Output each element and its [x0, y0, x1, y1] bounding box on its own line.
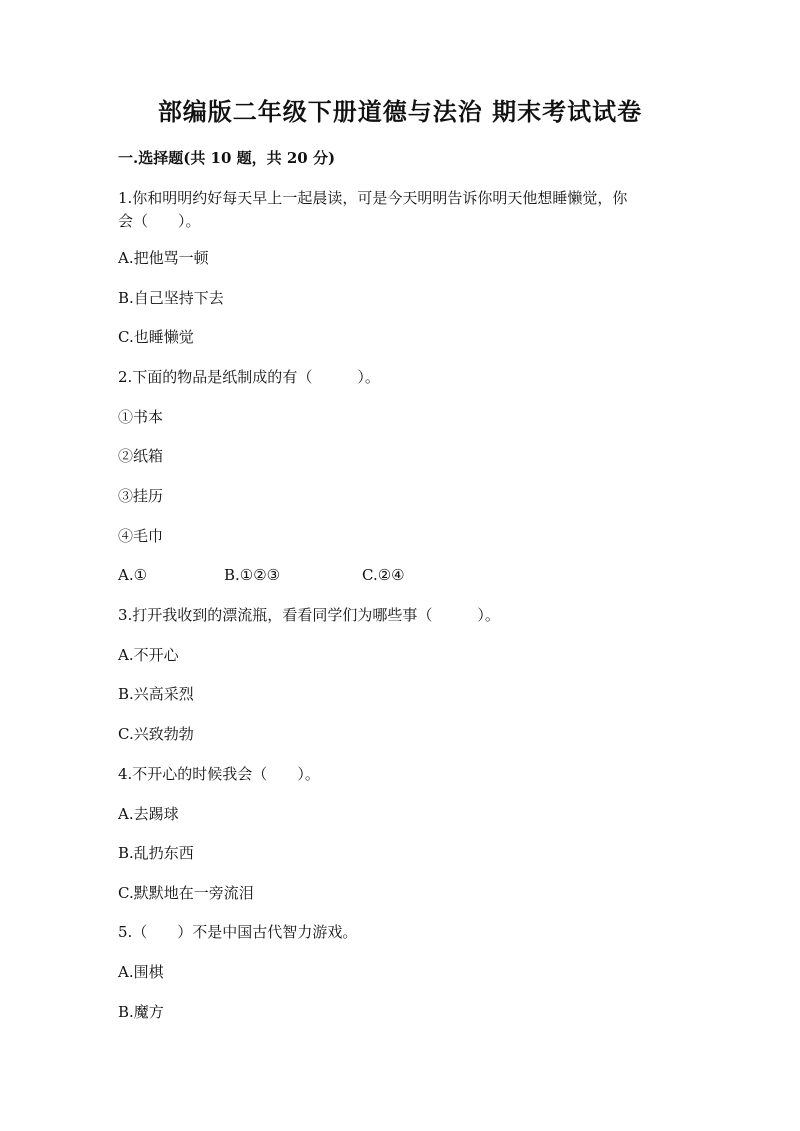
- question-4-option-a: A.去踢球: [118, 805, 179, 823]
- question-3-option-a: A.不开心: [118, 646, 179, 664]
- question-1-stem-line-1: 1.你和明明约好每天早上一起晨读，可是今天明明告诉你明天他想睡懒觉，你: [118, 189, 628, 207]
- question-2-item-4: ④毛巾: [118, 527, 164, 545]
- question-5-option-b: B.魔方: [118, 1003, 164, 1021]
- question-3-stem: 3.打开我收到的漂流瓶，看看同学们为哪些事（ ）。: [118, 606, 500, 624]
- question-1-option-b: B.自己坚持下去: [118, 289, 224, 307]
- question-1-option-c: C.也睡懒觉: [118, 328, 194, 346]
- question-3-option-b: B.兴高采烈: [118, 685, 194, 703]
- question-2-stem: 2.下面的物品是纸制成的有（ ）。: [118, 368, 380, 386]
- question-4-stem: 4.不开心的时候我会（ ）。: [118, 765, 320, 783]
- question-4-option-c: C.默默地在一旁流泪: [118, 884, 254, 902]
- section-heading: 一.选择题(共 10 题，共 20 分): [118, 149, 336, 167]
- question-1-option-a: A.把他骂一顿: [118, 249, 209, 267]
- question-2-item-1: ①书本: [118, 408, 164, 426]
- question-3-option-c: C.兴致勃勃: [118, 725, 194, 743]
- question-2-option-c: C.②④: [362, 566, 405, 584]
- page-title: 部编版二年级下册道德与法治 期末考试试卷: [157, 97, 643, 126]
- question-2-item-2: ②纸箱: [118, 447, 164, 465]
- question-5-stem: 5.（ ）不是中国古代智力游戏。: [118, 923, 358, 941]
- question-2-option-b: B.①②③: [224, 566, 281, 584]
- question-5-option-a: A.围棋: [118, 963, 164, 981]
- question-2-option-a: A.①: [118, 566, 148, 584]
- question-2-item-3: ③挂历: [118, 487, 164, 505]
- question-4-option-b: B.乱扔东西: [118, 844, 194, 862]
- question-1-stem-line-2: 会（ ）。: [118, 212, 201, 230]
